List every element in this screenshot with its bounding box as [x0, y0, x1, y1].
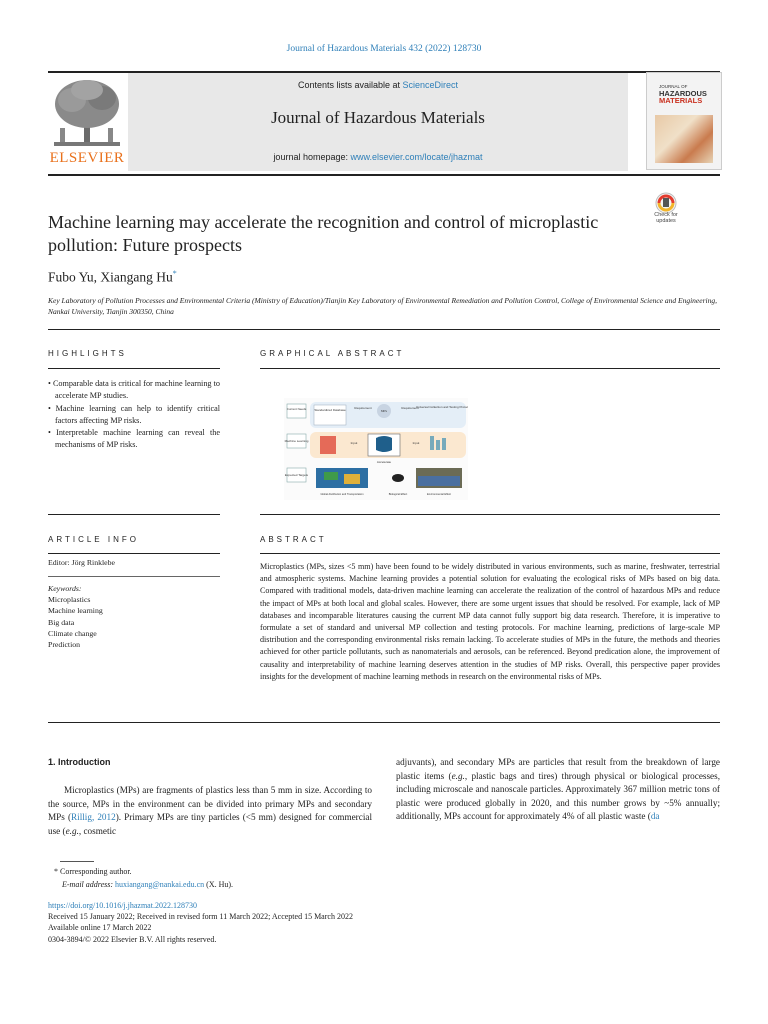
contents-line	[128, 80, 628, 90]
available-online: Available online 17 March 2022	[48, 923, 152, 933]
keyword-item: Climate change	[48, 628, 97, 638]
editor-rule	[48, 576, 220, 577]
ga-current-needs: Current Needs	[286, 407, 307, 411]
received-dates: Received 15 January 2022; Received in revised form 11 March 2022; Accepted 15 March 2022	[48, 912, 353, 922]
ga-machine-learning: Machine Learning	[284, 439, 309, 443]
sciencedirect-link[interactable]: ScienceDirect	[402, 80, 459, 90]
contents-prefix: Contents lists available at	[297, 80, 403, 90]
editor-line: Editor: Jörg Rinklebe	[48, 558, 115, 567]
ga-standard-db: Standardized Database	[314, 408, 346, 412]
homepage-line	[128, 152, 628, 162]
ga-accelerate: Accelerate	[376, 460, 392, 464]
email-link[interactable]: huxiangang@nankai.edu.cn	[115, 879, 205, 889]
intro-left-text-c: , cosmetic	[78, 825, 117, 836]
intro-left-text-b: ). Primary MPs are tiny particles (<5 mm) designed for commercial use (	[48, 812, 373, 836]
abstract-top-rule	[260, 514, 720, 515]
ga-caption-2: Biological Effect	[388, 493, 408, 496]
affiliation: Key Laboratory of Pollution Processes and Environmental Criteria (Ministry of Education)/Tianjin Key Laboratory of Environmental Remediation and Pollution Control, College of Environmental Science and Engineering, Nankai University, Tianjin 300350, China	[48, 296, 717, 316]
check-for-updates-badge[interactable]	[648, 192, 684, 228]
article-info-heading: ARTICLE INFO	[48, 535, 139, 544]
author-names: Fubo Yu, Xiangang Hu	[48, 269, 173, 285]
keyword-item: Microplastics	[48, 595, 91, 605]
highlights-heading: HIGHLIGHTS	[48, 349, 127, 358]
intro-left-eg: e.g.	[65, 825, 79, 836]
ga-requirement-1: Requirement	[354, 406, 372, 410]
check-updates-icon	[648, 192, 684, 214]
journal-reference[interactable]: Journal of Hazardous Materials 432 (2022) 128730	[286, 44, 482, 54]
copyright-line: 0304-3894/© 2022 Elsevier B.V. All rights reserved.	[48, 934, 217, 944]
graphical-abstract-figure[interactable]	[284, 398, 468, 500]
abstract-text: Microplastics (MPs, sizes <5 mm) have been found to be widely distributed in various environments, such as marine, freshwater, terrestrial and atmospheric systems. Machine learning provides a potential solution for evaluating the ecological risks of MPs based on big data. Compared with traditional models, data-driven machine learning can accelerate the realization of the control of hazardous MPs and reduce the impact of MPs at both local and global scales. However, there are some urgent issues that should be resolved. For example, lack of MP databases and incomparable literatures causing the current MP data cannot fully support big data research. Therefore, it is imperative to formulate a set of standard and universal MP collection and testing protocols. For machine learning, predictions of large-scale MP distribution and the corresponding environmental risks remain lacking. To accelerate studies of MPs in the future, the methods and theories achieved for other particle pollutants, such as nanomaterials and aerosols, can be referenced. Beyond predication alone, the improvement of causality and interpretability of machine learning deserves attention in the studies of MP risks. Overall, this perspective paper provides insights for the development of machine learning methods in research on the environmental risks of MPs.	[260, 562, 720, 681]
ga-universal-protocols: Universal Collection and Testing Protocols	[416, 405, 468, 409]
author-list	[48, 269, 177, 286]
keywords-block	[48, 583, 103, 650]
ga-caption-3: Environmental Effect	[427, 493, 451, 496]
graphical-abstract-heading: GRAPHICAL ABSTRACT	[260, 349, 405, 358]
doi-link[interactable]: https://doi.org/10.1016/j.jhazmat.2022.128730	[48, 901, 197, 910]
highlights-list	[48, 378, 220, 452]
cover-title	[659, 83, 707, 104]
cover-image	[655, 115, 713, 163]
ga-input-2: Input	[412, 441, 420, 445]
intro-right-text-a: adjuvants), and secondary MPs are particles that result from the breakdown of large plastic items (	[396, 757, 720, 781]
ga-input-1: Input	[350, 441, 358, 445]
journal-title: Journal of Hazardous Materials	[271, 108, 485, 127]
article-info-top-rule	[48, 514, 220, 515]
corresponding-author-mark[interactable]: *	[172, 269, 177, 278]
affiliation-rule	[48, 329, 720, 330]
intro-right-eg: e.g.	[451, 770, 465, 781]
keyword-item: Prediction	[48, 640, 81, 650]
check-updates-label: Check for updates	[654, 212, 678, 224]
highlight-item: • Comparable data is critical for machine learning to accelerate MP studies.	[48, 379, 220, 401]
highlight-item: • Interpretable machine learning can reveal the mechanisms of MP risks.	[48, 428, 220, 450]
homepage-link[interactable]: www.elsevier.com/locate/jhazmat	[350, 152, 483, 162]
corresponding-author-note: * Corresponding author.	[54, 867, 132, 876]
cover-title-line3: MATERIALS	[659, 96, 703, 105]
cover-title-line1: JOURNAL OF	[659, 84, 688, 89]
intro-left-column	[48, 784, 372, 838]
intro-right-column	[396, 756, 720, 824]
header-bottom-rule	[48, 174, 720, 176]
keyword-item: Big data	[48, 617, 75, 627]
journal-cover-thumbnail[interactable]	[646, 72, 722, 170]
publication-info	[48, 900, 353, 945]
introduction-heading: 1. Introduction	[48, 757, 111, 767]
footnote-block	[48, 866, 233, 891]
citation-da[interactable]: da	[650, 811, 660, 822]
footnote-rule	[60, 861, 94, 862]
elsevier-wordmark: ELSEVIER	[49, 150, 125, 166]
ga-requirement-2: Requirement	[401, 406, 419, 410]
highlights-rule	[48, 368, 220, 369]
intro-left-text-a: Microplastics (MPs) are fragments of plastics less than 5 mm in size. According to the source, MPs in the environment can be divided into primary MPs and secondary MPs (	[48, 785, 372, 823]
article-title: Machine learning may accelerate the recognition and control of microplastic pollution: Future prospects	[48, 212, 599, 255]
ga-mps: MPs	[381, 409, 387, 413]
abstract-rule	[260, 553, 720, 554]
ga-expected-targets: Expected Targets	[284, 473, 309, 477]
email-line	[48, 879, 233, 892]
email-suffix: (X. Hu).	[204, 879, 234, 889]
abstract-bottom-rule	[48, 722, 720, 723]
email-label: E-mail address:	[62, 879, 116, 889]
abstract-heading: ABSTRACT	[260, 535, 327, 544]
intro-right-text-b: , plastic bags and tires) through physical or biological processes, including microscale and nanoscale particles. Approximately 367 million metric tons of plastic were produced globally in 2020, and this number grows by ~5% annually; additionally, MPs account for approximately 4% of all plastic waste (	[396, 770, 721, 822]
keywords-label: Keywords:	[48, 584, 82, 593]
graphical-abstract-rule	[260, 368, 720, 369]
highlight-item: • Machine learning can help to identify critical factors affecting MP risks.	[48, 403, 220, 425]
article-info-rule	[48, 553, 220, 554]
homepage-prefix: journal homepage:	[273, 152, 351, 162]
ga-caption-1: Global distribution and Transportation	[320, 493, 364, 496]
keyword-item: Machine learning	[48, 606, 103, 616]
citation-rillig[interactable]: Rillig, 2012	[71, 812, 116, 823]
cover-title-line2: HAZARDOUS	[659, 89, 707, 98]
